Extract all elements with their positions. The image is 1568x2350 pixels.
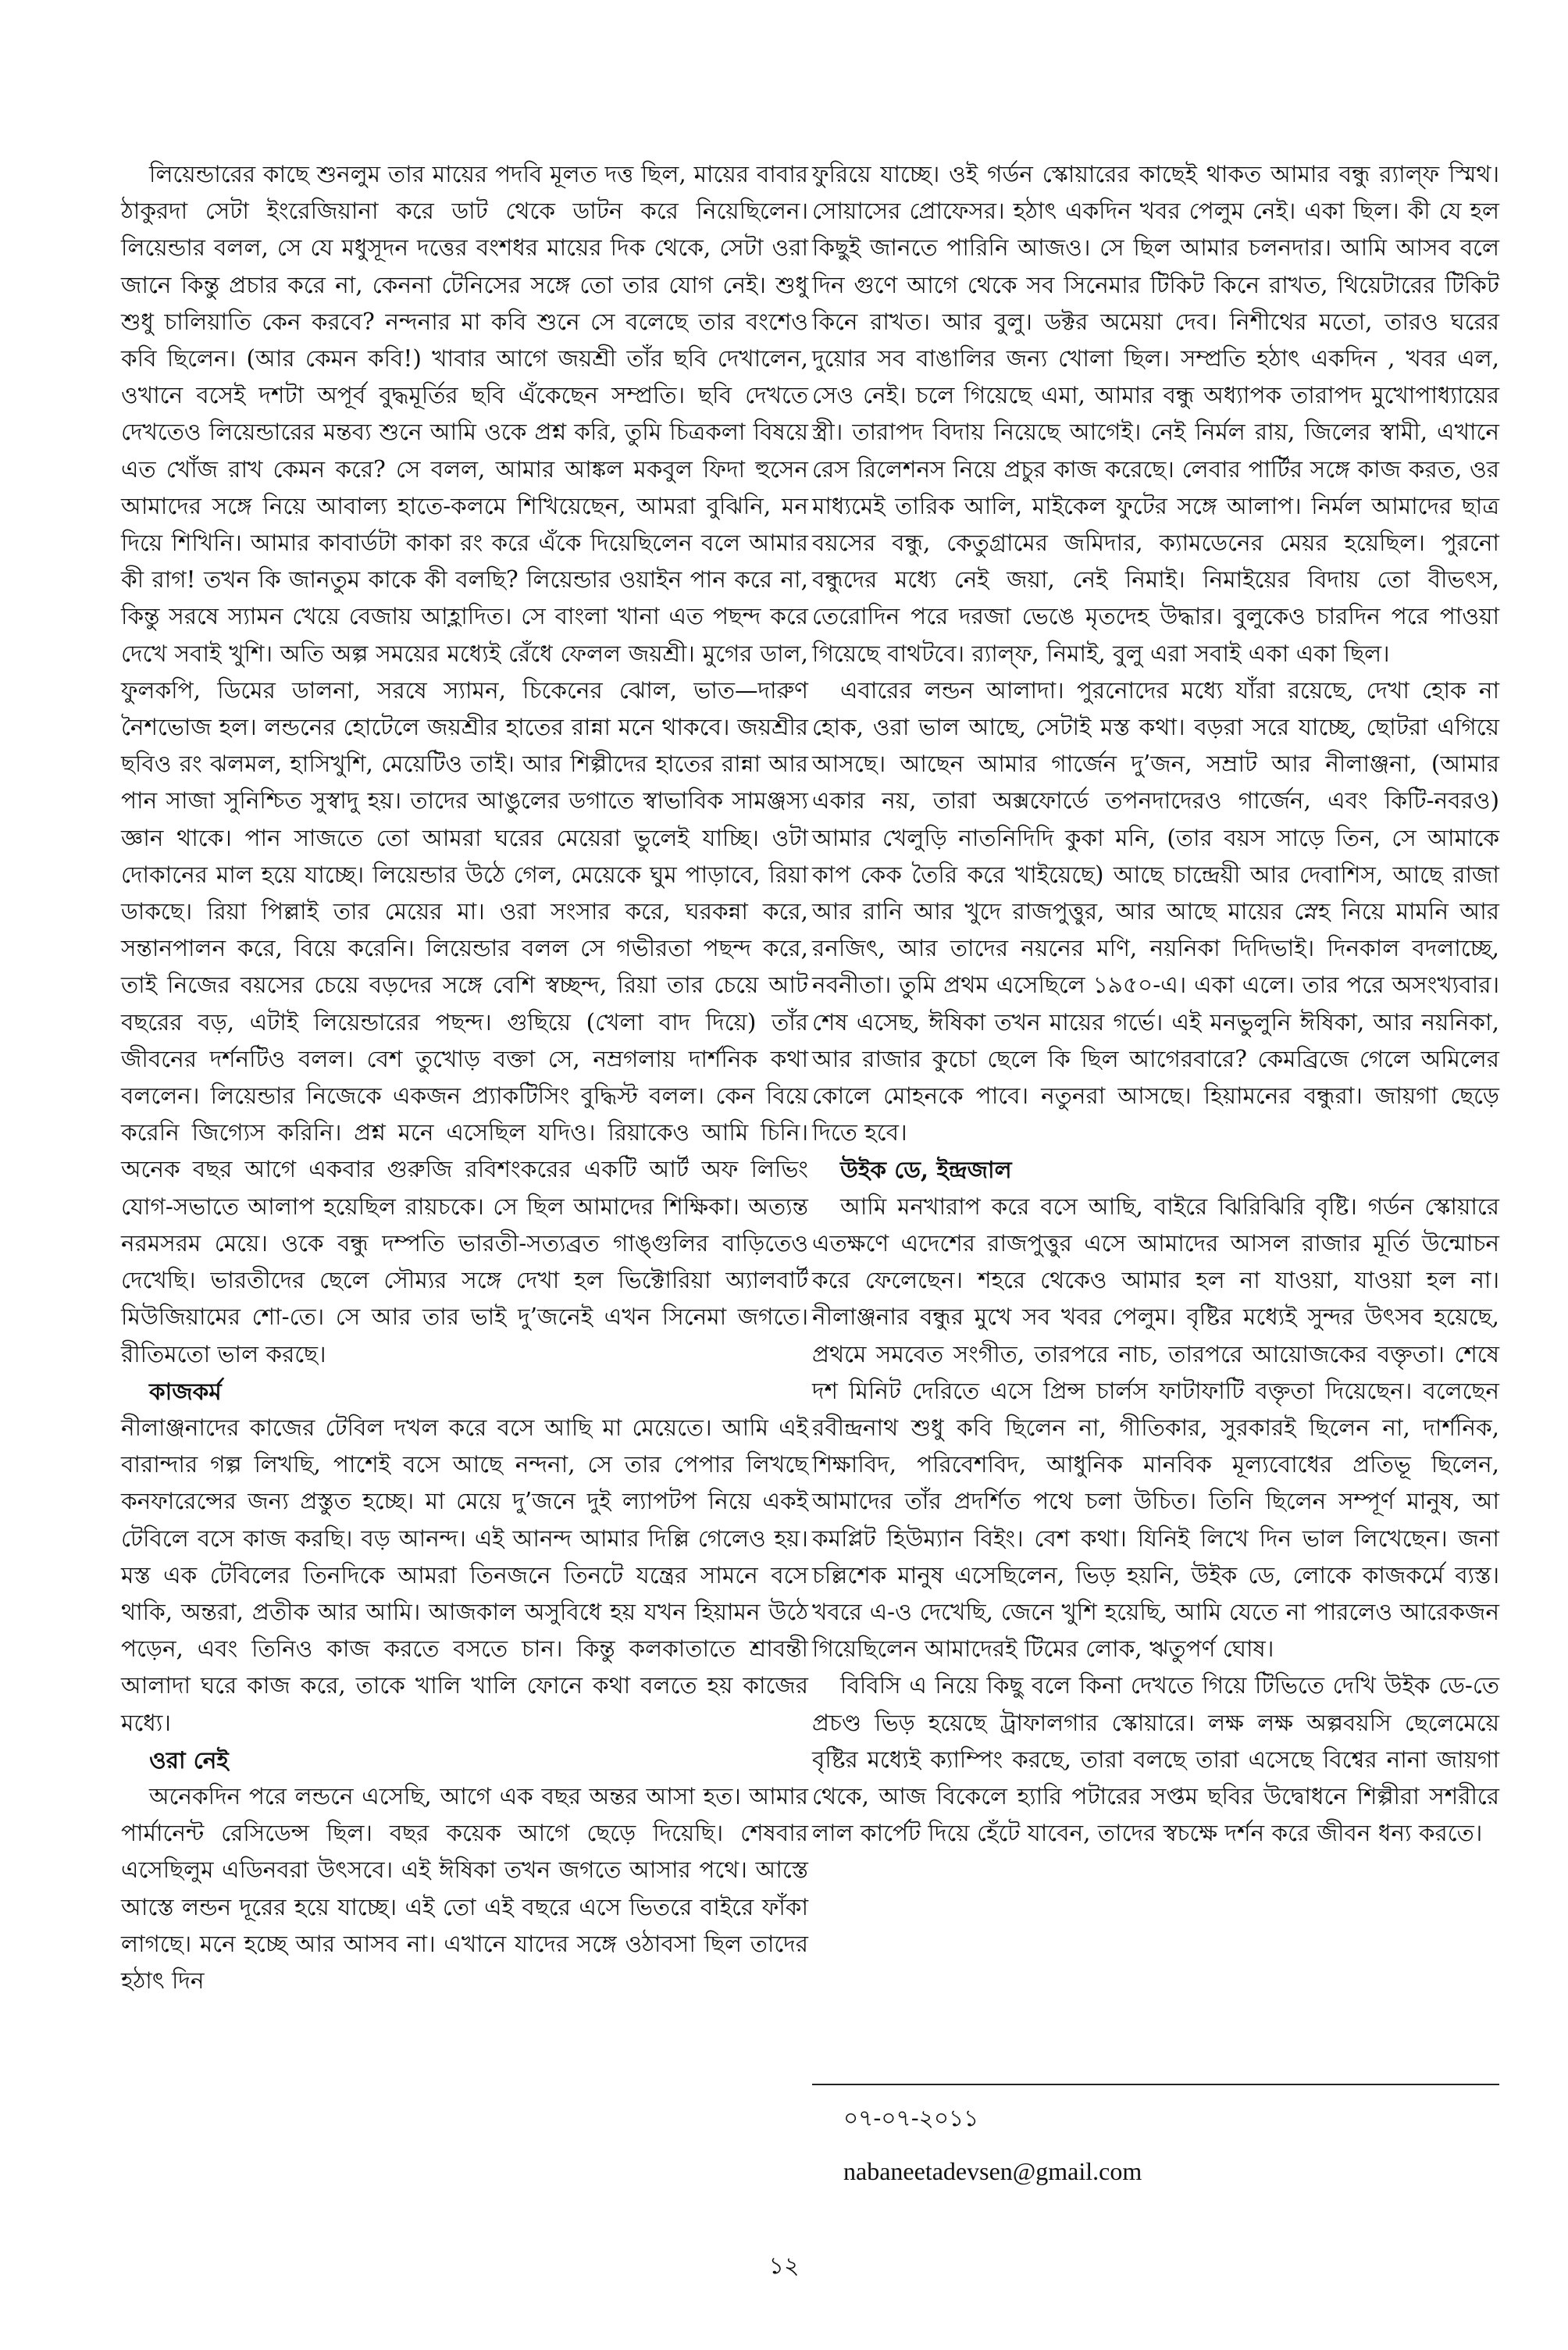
section-heading: উইক ডে, ইন্দ্রজাল xyxy=(840,1156,1012,1184)
section-heading: ওরা নেই xyxy=(149,1746,229,1774)
paragraph: আমি মনখারাপ করে বসে আছি, বাইরে ঝিরিঝিরি বৃষ্টি। গর্ডন স্কোয়ারে এতক্ষণে এদেশের রাজপুত্তুর এসে আমাদের আসল রাজার মূর্তি উন্মোচন করে ফেলেছেন। শহরে থেকেও আমার হল না যাওয়া, যাওয়া হল না। নীলাঞ্জনার বন্ধুর মুখে সব খবর পেলুম। বৃষ্টির মধ্যেই সুন্দর উৎসব হয়েছে, প্রথমে সমবেত সংগীত, তারপরে নাচ, তারপরে আয়োজকের বক্তৃতা। শেষে দশ মিনিট দেরিতে এসে প্রিন্স চার্লস ফাটাফাটি বক্তৃতা দিয়েছেন। বলেছেন রবীন্দ্রনাথ শুধু কবি ছিলেন না, গীতিকার, সুরকারই ছিলেন না, দার্শনিক, শিক্ষাবিদ, পরিবেশবিদ, আধুনিক মানবিক মূল্যবোধের প্রতিভূ ছিলেন, আমাদের তাঁর প্রদর্শিত পথে চলা উচিত। তিনি ছিলেন সম্পূর্ণ মানুষ, আ কমপ্লিট হিউম্যান বিইং। বেশ কথা। যিনিই লিখে দিন ভাল লিখেছেন। জনা চল্লিশেক মানুষ এসেছিলেন, ভিড় হয়নি, উইক ডে, লোকে কাজকর্মে ব্যস্ত। খবরে এ-ও দেখেছি, জেনে খুশি হয়েছি, আমি যেতে না পারলেও আরেকজন গিয়েছিলেন আমাদেরই টিমের লোক, ঋতুপর্ণ ঘোষ। xyxy=(812,1193,1500,1663)
article-date: ০৭-০৭-২০১১ xyxy=(843,2105,979,2131)
paragraph: নীলাঞ্জনাদের কাজের টেবিল দখল করে বসে আছি মা মেয়েতে। আমি এই বারান্দার গল্প লিখছি, পাশেই বসে আছে নন্দনা, সে তার পেপার লিখছে কনফারেন্সের জন্য প্রস্তুত হচ্ছে। মা মেয়ে দু’জনে দুই ল্যাপটপ নিয়ে একই টেবিলে বসে কাজ করছি। বড় আনন্দ। এই আনন্দ আমার দিল্লি গেলেও হয়। মস্ত এক টেবিলের তিনদিকে আমরা তিনজনে তিনটে যন্ত্রের সামনে বসে থাকি, অন্তরা, প্রতীক আর আমি। আজকাল অসুবিধে হয় যখন হিয়ামন উঠে পড়েন, এবং তিনিও কাজ করতে বসতে চান। কিন্তু কলকাতাতে শ্রাবন্তী আলাদা ঘরে কাজ করে, তাকে খালি খালি ফোনে কথা বলতে হয় কাজের মধ্যে। xyxy=(121,1414,808,1736)
paragraph: বিবিসি এ নিয়ে কিছু বলে কিনা দেখতে গিয়ে টিভিতে দেখি উইক ডে-তে প্রচণ্ড ভিড় হয়েছে ট্রাফালগার স্কোয়ারে। লক্ষ লক্ষ অল্পবয়সি ছেলেমেয়ে বৃষ্টির মধ্যেই ক্যাম্পিং করছে, তারা বলছে তারা এসেছে বিশ্বের নানা জায়গা থেকে, আজ বিকেলে হ্যারি পটারের সপ্তম ছবির উদ্বোধনে শিল্পীরা সশরীরে লাল কার্পেট দিয়ে হেঁটে যাবেন, তাদের স্বচক্ষে দর্শন করে জীবন ধন্য করতে। xyxy=(812,1672,1499,1847)
paragraph: ফুরিয়ে যাচ্ছে। ওই গর্ডন স্কোয়ারের কাছেই থাকত আমার বন্ধু র‍্যাল্‌ফ স্মিথ। সোয়াসের প্রোফেসর। হঠাৎ একদিন খবর পেলুম নেই। একা ছিল। কী যে হল কিছুই জানতে পারিনি আজও। সে ছিল আমার চলনদার। আমি আসব বলে দিন গুণে আগে থেকে সব সিনেমার টিকিট কিনে রাখত, থিয়েটারের টিকিট কিনে রাখত। আর বুলু। ডক্টর অমেয়া দেব। নিশীথের মতো, তারও ঘরের দুয়োর সব বাঙালির জন্য খোলা ছিল। সম্প্রতি হঠাৎ একদিন , খবর এল, সেও নেই। চলে গিয়েছে এমা, আমার বন্ধু অধ্যাপক তারাপদ মুখোপাধ্যায়ের স্ত্রী। তারাপদ বিদায় নিয়েছে আগেই। নেই নির্মল রায়, জিলের স্বামী, এখানে রেস রিলেশনস নিয়ে প্রচুর কাজ করেছে। লেবার পার্টির সঙ্গে কাজ করত, ওর মাধ্যমেই তারিক আলি, মাইকেল ফুটের সঙ্গে আলাপ। নির্মল আমাদের ছাত্র বয়সের বন্ধু, কেতুগ্রামের জমিদার, ক্যামডেনের মেয়র হয়েছিল। পুরনো বন্ধুদের মধ্যে নেই জয়া, নেই নিমাই। নিমাইয়ের বিদায় তো বীভৎস, তেরোদিন পরে দরজা ভেঙে মৃতদেহ উদ্ধার। বুলুকেও চারদিন পরে পাওয়া গিয়েছে বাথটবে। র‍্যাল্‌ফ, নিমাই, বুলু এরা সবাই একা একা ছিল। xyxy=(812,161,1499,667)
right-column xyxy=(812,156,1499,1852)
page-number: ১২ xyxy=(768,2252,800,2280)
paragraph: অনেকদিন পরে লন্ডনে এসেছি, আগে এক বছর অন্তর আসা হত। আমার পার্মানেন্ট রেসিডেন্স ছিল। বছর কয়েক আগে ছেড়ে দিয়েছি। শেষবার এসেছিলুম এডিনবরা উৎসবে। এই ঈষিকা তখন জগতে আসার পথে। আস্তে আস্তে লন্ডন দূরের হয়ে যাচ্ছে। এই তো এই বছরে এসে ভিতরে বাইরে ফাঁকা লাগছে। মনে হচ্ছে আর আসব না। এখানে যাদের সঙ্গে ওঠাবসা ছিল তাদের হঠাৎ দিন xyxy=(121,1782,808,1994)
section-heading: কাজকর্ম xyxy=(149,1377,222,1405)
paragraph: লিয়েন্ডারের কাছে শুনলুম তার মায়ের পদবি মূলত দত্ত ছিল, মায়ের বাবার ঠাকুরদা সেটা ইংরেজিয়ানা করে ডাট থেকে ডাটন করে নিয়েছিলেন। লিয়েন্ডার বলল, সে যে মধুসূদন দত্তের বংশধর মায়ের দিক থেকে, সেটা ওরা জানে কিন্তু প্রচার করে না, কেননা টেনিসের সঙ্গে তো তার যোগ নেই। শুধু শুধু চালিয়াতি কেন করবে? নন্দনার মা কবি শুনে সে বলেছে তার বংশেও কবি ছিলেন। (আর কেমন কবি!) খাবার আগে জয়শ্রী তাঁর ছবি দেখালেন, ওখানে বসেই দশটা অপূর্ব বুদ্ধমূর্তির ছবি এঁকেছেন সম্প্রতি। ছবি দেখতে দেখতেও লিয়েন্ডারের মন্তব্য শুনে আমি ওকে প্রশ্ন করি, তুমি চিত্রকলা বিষয়ে এত খোঁজ রাখ কেমন করে? সে বলল, আমার আঙ্কল মকবুল ফিদা হুসেন আমাদের সঙ্গে নিয়ে আবাল্য হাতে-কলমে শিখিয়েছেন, আমরা বুঝিনি, মন দিয়ে শিখিনি। আমার কাবার্ডটা কাকা রং করে এঁকে দিয়েছিলেন বলে আমার কী রাগ! তখন কি জানতুম কাকে কী বলছি? লিয়েন্ডার ওয়াইন পান করে না, কিন্তু সরষে স্যামন খেয়ে বেজায় আহ্লাদিত। সে বাংলা খানা এত পছন্দ করে দেখে সবাই খুশি। অতি অল্প সময়ের মধ্যেই রেঁধে ফেলল জয়শ্রী। মুগের ডাল, ফুলকপি, ডিমের ডালনা, সরষে স্যামন, চিকেনের ঝোল, ভাত—দারুণ নৈশভোজ হল। লন্ডনের হোটেলে জয়শ্রীর হাতের রান্না মনে থাকবে। জয়শ্রীর ছবিও রং ঝলমল, হাসিখুশি, মেয়েটিও তাই। আর শিল্পীদের হাতের রান্না আর পান সাজা সুনিশ্চিত সুস্বাদু হয়। তাদের আঙুলের ডগাতে স্বাভাবিক সামঞ্জস্য জ্ঞান থাকে। পান সাজতে তো আমরা ঘরের মেয়েরা ভুলেই যাচ্ছি। ওটা দোকানের মাল হয়ে যাচ্ছে। লিয়েন্ডার উঠে গেল, মেয়েকে ঘুম পাড়াবে, রিয়া ডাকছে। রিয়া পিল্লাই তার মেয়ের মা। ওরা সংসার করে, ঘরকন্না করে, সন্তানপালন করে, বিয়ে করেনি। লিয়েন্ডার বলল সে গভীরতা পছন্দ করে, তাই নিজের বয়সের চেয়ে বড়দের সঙ্গে বেশি স্বচ্ছন্দ, রিয়া তার চেয়ে আট বছরের বড়, এটাই লিয়েন্ডারের পছন্দ। গুছিয়ে (খেলা বাদ দিয়ে) তাঁর জীবনের দর্শনটিও বলল। বেশ তুখোড় বক্তা সে, নম্রগলায় দার্শনিক কথা বললেন। লিয়েন্ডার নিজেকে একজন প্র্যাকটিসিং বুদ্ধিস্ট বলল। কেন বিয়ে করেনি জিগ্যেস করিনি। প্রশ্ন মনে এসেছিল যদিও। রিয়াকেও আমি চিনি। অনেক বছর আগে একবার গুরুজি রবিশংকরের একটি আর্ট অফ লিভিং যোগ-সভাতে আলাপ হয়েছিল রায়চকে। সে ছিল আমাদের শিক্ষিকা। অত্যন্ত নরমসরম মেয়ে। ওকে বন্ধু দম্পতি ভারতী-সত্যব্রত গাঙ্গুলির বাড়িতেও দেখেছি। ভারতীদের ছেলে সৌম্যর সঙ্গে দেখা হল ভিক্টোরিয়া অ্যালবার্ট মিউজিয়ামের শো-তে। সে আর তার ভাই দু’জনেই এখন সিনেমা জগতে। রীতিমতো ভাল করছে। xyxy=(121,161,808,1368)
divider-rule xyxy=(812,2084,1499,2085)
paragraph: এবারের লন্ডন আলাদা। পুরনোদের মধ্যে যাঁরা রয়েছে, দেখা হোক না হোক, ওরা ভাল আছে, সেটাই মস্ত কথা। বড়রা সরে যাচ্ছে, ছোটরা এগিয়ে আসছে। আছেন আমার গার্জেন দু’জন, সম্রাট আর নীলাঞ্জনা, (আমার একার নয়, তারা অক্সফোর্ডে তপনদাদেরও গার্জেন, এবং কিটি-নবরও) আমার খেলুড়ি নাতনিদিদি কুকা মনি, (তার বয়স সাড়ে তিন, সে আমাকে কাপ কেক তৈরি করে খাইয়েছে) আছে চান্দ্রেয়ী আর দেবাশিস, আছে রাজা আর রানি আর খুদে রাজপুত্তুর, আর আছে মায়ের স্নেহ নিয়ে মামনি আর রনজিৎ, আর তাদের নয়নের মণি, নয়নিকা দিদিভাই। দিনকাল বদলাচ্ছে, নবনীতা। তুমি প্রথম এসেছিলে ১৯৫০-এ। একা এলে। তার পরে অসংখ্যবার। শেষ এসেছ, ঈষিকা তখন মায়ের গর্ভে। এই মনভুলুনি ঈষিকা, আর নয়নিকা, আর রাজার কুচো ছেলে কি ছিল আগেরবারে? কেমব্রিজে গেলে অমিলের কোলে মোহনকে পাবে। নতুনরা আসছে। হিয়ামনের বন্ধুরা। জায়গা ছেড়ে দিতে হবে। xyxy=(812,676,1499,1146)
author-email: nabaneetadevsen@gmail.com xyxy=(843,2157,1142,2185)
left-column xyxy=(121,156,808,1999)
